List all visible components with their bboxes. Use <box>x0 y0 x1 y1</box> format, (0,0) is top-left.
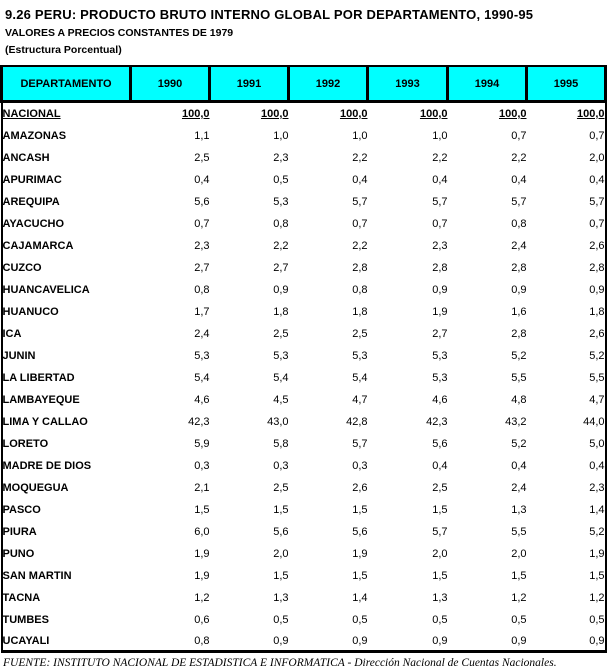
value-cell: 5,6 <box>273 526 289 538</box>
value-cell: 0,9 <box>589 634 605 647</box>
department-cell: ICA <box>2 328 22 340</box>
table-row <box>2 213 606 235</box>
header-year-1991: 1991 <box>210 66 289 102</box>
value-cell: 2,3 <box>432 240 448 252</box>
header-year-1995: 1995 <box>527 66 606 102</box>
page-title: 9.26 PERU: PRODUCTO BRUTO INTERNO GLOBAL POR DEPARTAMENTO, 1990-95 <box>5 7 534 22</box>
value-cell: 4,7 <box>352 394 368 406</box>
table-row <box>2 477 606 499</box>
value-cell: 1,0 <box>352 130 368 142</box>
department-cell: MOQUEGUA <box>2 482 69 494</box>
department-cell: MADRE DE DIOS <box>2 460 92 472</box>
table-row <box>2 609 606 631</box>
value-cell: 5,3 <box>352 350 368 362</box>
value-cell: 0,8 <box>194 634 210 647</box>
department-cell: CAJAMARCA <box>2 240 74 252</box>
department-cell: PIURA <box>2 526 37 538</box>
value-cell: 2,7 <box>273 262 289 274</box>
value-cell: 2,0 <box>589 152 605 164</box>
value-cell: 1,3 <box>273 592 289 604</box>
header-departamento: DEPARTAMENTO <box>2 66 131 102</box>
value-cell: 5,3 <box>273 350 289 362</box>
value-cell: 4,6 <box>194 394 210 406</box>
table-row <box>2 455 606 477</box>
value-cell: 5,7 <box>352 196 368 208</box>
value-cell: 2,2 <box>432 152 448 164</box>
department-cell: AREQUIPA <box>2 196 60 208</box>
value-cell: 4,6 <box>432 394 448 406</box>
value-cell: 1,2 <box>589 592 605 604</box>
value-cell: 100,0 <box>181 108 210 120</box>
value-cell: 2,0 <box>432 548 448 560</box>
value-cell: 5,7 <box>432 196 448 208</box>
value-cell: 0,6 <box>194 614 210 626</box>
department-cell: ANCASH <box>2 152 50 164</box>
value-cell: 0,9 <box>432 634 448 647</box>
table-row <box>2 521 606 543</box>
value-cell: 5,6 <box>194 196 210 208</box>
table-header-row <box>2 66 606 102</box>
value-cell: 2,5 <box>432 482 448 494</box>
value-cell: 0,8 <box>194 284 210 296</box>
value-cell: 0,5 <box>273 174 289 186</box>
value-cell: 0,9 <box>273 284 289 296</box>
value-cell: 1,5 <box>589 570 605 582</box>
table-row <box>2 169 606 191</box>
value-cell: 2,7 <box>432 328 448 340</box>
value-cell: 100,0 <box>339 108 368 120</box>
value-cell: 1,5 <box>194 504 210 516</box>
table-row <box>2 367 606 389</box>
department-cell: NACIONAL <box>2 108 61 120</box>
department-cell: LIMA Y CALLAO <box>2 416 88 428</box>
value-cell: 2,2 <box>273 240 289 252</box>
header-year-1992: 1992 <box>289 66 368 102</box>
value-cell: 1,9 <box>432 306 448 318</box>
department-cell: TUMBES <box>2 614 49 626</box>
value-cell: 2,2 <box>352 240 368 252</box>
header-year-1990: 1990 <box>131 66 210 102</box>
value-cell: 100,0 <box>498 108 527 120</box>
value-cell: 2,3 <box>273 152 289 164</box>
table-row <box>2 543 606 565</box>
value-cell: 1,1 <box>194 130 210 142</box>
table-row <box>2 323 606 345</box>
value-cell: 42,3 <box>426 416 448 428</box>
value-cell: 5,2 <box>511 350 527 362</box>
table-row <box>2 345 606 367</box>
table-body <box>2 102 606 652</box>
value-cell: 1,2 <box>194 592 210 604</box>
value-cell: 0,5 <box>432 614 448 626</box>
value-cell: 5,7 <box>432 526 448 538</box>
header-year-1993: 1993 <box>368 66 448 102</box>
value-cell: 2,6 <box>589 240 605 252</box>
department-cell: APURIMAC <box>2 174 62 186</box>
value-cell: 5,7 <box>511 196 527 208</box>
value-cell: 5,0 <box>589 438 605 450</box>
value-cell: 5,6 <box>432 438 448 450</box>
value-cell: 0,8 <box>511 218 527 230</box>
department-cell: JUNIN <box>2 350 36 362</box>
title-block <box>0 0 605 56</box>
value-cell: 1,9 <box>194 548 210 560</box>
table-row <box>2 631 606 652</box>
value-cell: 2,0 <box>273 548 289 560</box>
value-cell: 5,6 <box>352 526 368 538</box>
value-cell: 2,6 <box>589 328 605 340</box>
value-cell: 2,8 <box>352 262 368 274</box>
value-cell: 0,4 <box>511 460 527 472</box>
value-cell: 5,3 <box>273 196 289 208</box>
value-cell: 1,2 <box>511 592 527 604</box>
value-cell: 2,7 <box>194 262 210 274</box>
value-cell: 0,9 <box>273 634 289 647</box>
value-cell: 0,3 <box>273 460 289 472</box>
value-cell: 0,4 <box>511 174 527 186</box>
table-row-nacional <box>2 102 606 126</box>
value-cell: 6,0 <box>194 526 210 538</box>
value-cell: 5,4 <box>352 372 368 384</box>
value-cell: 0,5 <box>511 614 527 626</box>
value-cell: 2,5 <box>194 152 210 164</box>
value-cell: 5,8 <box>273 438 289 450</box>
value-cell: 0,3 <box>194 460 210 472</box>
value-cell: 5,3 <box>432 372 448 384</box>
value-cell: 0,3 <box>352 460 368 472</box>
value-cell: 1,3 <box>432 592 448 604</box>
value-cell: 0,5 <box>589 614 605 626</box>
value-cell: 4,5 <box>273 394 289 406</box>
value-cell: 0,4 <box>352 174 368 186</box>
value-cell: 5,7 <box>589 196 605 208</box>
value-cell: 4,8 <box>511 394 527 406</box>
value-cell: 0,7 <box>432 218 448 230</box>
table-row <box>2 257 606 279</box>
value-cell: 5,5 <box>511 526 527 538</box>
value-cell: 2,6 <box>352 482 368 494</box>
value-cell: 43,0 <box>267 416 289 428</box>
value-cell: 2,8 <box>432 262 448 274</box>
table-row <box>2 235 606 257</box>
subtitle-percentage-structure: (Estructura Porcentual) <box>5 44 122 56</box>
value-cell: 1,5 <box>432 570 448 582</box>
value-cell: 5,2 <box>589 526 605 538</box>
value-cell: 1,9 <box>352 548 368 560</box>
table-row <box>2 587 606 609</box>
value-cell: 0,8 <box>352 284 368 296</box>
value-cell: 100,0 <box>260 108 289 120</box>
value-cell: 2,4 <box>511 482 527 494</box>
value-cell: 1,5 <box>511 570 527 582</box>
value-cell: 42,3 <box>188 416 210 428</box>
value-cell: 5,2 <box>511 438 527 450</box>
department-cell: LORETO <box>2 438 49 450</box>
value-cell: 2,5 <box>273 482 289 494</box>
value-cell: 1,6 <box>511 306 527 318</box>
value-cell: 5,2 <box>589 350 605 362</box>
value-cell: 1,5 <box>352 570 368 582</box>
value-cell: 0,5 <box>352 614 368 626</box>
value-cell: 2,5 <box>352 328 368 340</box>
value-cell: 43,2 <box>505 416 527 428</box>
value-cell: 5,5 <box>511 372 527 384</box>
value-cell: 1,8 <box>352 306 368 318</box>
value-cell: 1,3 <box>511 504 527 516</box>
value-cell: 5,5 <box>589 372 605 384</box>
department-cell: PUNO <box>2 548 35 560</box>
table-row <box>2 279 606 301</box>
department-cell: PASCO <box>2 504 41 516</box>
value-cell: 5,3 <box>194 350 210 362</box>
value-cell: 2,0 <box>511 548 527 560</box>
header-year-1994: 1994 <box>448 66 527 102</box>
value-cell: 2,1 <box>194 482 210 494</box>
department-cell: LAMBAYEQUE <box>2 394 80 406</box>
value-cell: 42,8 <box>346 416 368 428</box>
value-cell: 0,9 <box>511 634 527 647</box>
value-cell: 2,5 <box>273 328 289 340</box>
value-cell: 0,4 <box>194 174 210 186</box>
value-cell: 0,4 <box>432 174 448 186</box>
table-row <box>2 191 606 213</box>
value-cell: 1,4 <box>352 592 368 604</box>
value-cell: 1,9 <box>194 570 210 582</box>
department-cell: UCAYALI <box>2 634 50 647</box>
value-cell: 0,4 <box>432 460 448 472</box>
value-cell: 2,3 <box>194 240 210 252</box>
value-cell: 2,2 <box>511 152 527 164</box>
value-cell: 1,9 <box>589 548 605 560</box>
source-note: FUENTE: INSTITUTO NACIONAL DE ESTADISTICA E INFORMATICA - Dirección Nacional de Cuentas Nacionales. <box>3 657 557 669</box>
department-cell: HUANCAVELICA <box>2 284 90 296</box>
value-cell: 1,5 <box>432 504 448 516</box>
subtitle-constant-prices: VALORES A PRECIOS CONSTANTES DE 1979 <box>5 27 234 39</box>
table-row <box>2 125 606 147</box>
value-cell: 2,4 <box>194 328 210 340</box>
value-cell: 1,5 <box>273 570 289 582</box>
value-cell: 5,4 <box>273 372 289 384</box>
value-cell: 2,4 <box>511 240 527 252</box>
value-cell: 1,5 <box>352 504 368 516</box>
value-cell: 1,0 <box>273 130 289 142</box>
value-cell: 100,0 <box>419 108 448 120</box>
department-cell: AMAZONAS <box>2 130 67 142</box>
value-cell: 0,7 <box>511 130 527 142</box>
value-cell: 44,0 <box>583 416 605 428</box>
department-cell: SAN MARTIN <box>2 570 72 582</box>
table-row <box>2 147 606 169</box>
value-cell: 100,0 <box>576 108 605 120</box>
value-cell: 4,7 <box>589 394 605 406</box>
value-cell: 2,3 <box>589 482 605 494</box>
value-cell: 1,8 <box>273 306 289 318</box>
value-cell: 0,7 <box>589 218 605 230</box>
value-cell: 2,8 <box>511 328 527 340</box>
value-cell: 0,9 <box>589 284 605 296</box>
value-cell: 1,7 <box>194 306 210 318</box>
value-cell: 2,8 <box>511 262 527 274</box>
value-cell: 0,7 <box>194 218 210 230</box>
department-cell: HUANUCO <box>2 306 59 318</box>
table-row <box>2 499 606 521</box>
value-cell: 0,4 <box>589 174 605 186</box>
value-cell: 1,4 <box>589 504 605 516</box>
gdp-by-department-table <box>0 65 607 653</box>
value-cell: 0,7 <box>352 218 368 230</box>
value-cell: 1,8 <box>589 306 605 318</box>
department-cell: LA LIBERTAD <box>2 372 75 384</box>
value-cell: 5,3 <box>432 350 448 362</box>
table-row <box>2 433 606 455</box>
department-cell: AYACUCHO <box>2 218 65 230</box>
value-cell: 5,7 <box>352 438 368 450</box>
value-cell: 5,9 <box>194 438 210 450</box>
value-cell: 0,8 <box>273 218 289 230</box>
department-cell: CUZCO <box>2 262 42 274</box>
value-cell: 1,0 <box>432 130 448 142</box>
department-cell: TACNA <box>2 592 41 604</box>
value-cell: 2,8 <box>589 262 605 274</box>
value-cell: 0,7 <box>589 130 605 142</box>
table-row <box>2 565 606 587</box>
value-cell: 0,9 <box>432 284 448 296</box>
value-cell: 2,2 <box>352 152 368 164</box>
value-cell: 0,9 <box>352 634 368 647</box>
table-row <box>2 389 606 411</box>
table-row <box>2 301 606 323</box>
value-cell: 5,4 <box>194 372 210 384</box>
value-cell: 0,4 <box>589 460 605 472</box>
value-cell: 0,5 <box>273 614 289 626</box>
value-cell: 1,5 <box>273 504 289 516</box>
value-cell: 0,9 <box>511 284 527 296</box>
table-row <box>2 411 606 433</box>
